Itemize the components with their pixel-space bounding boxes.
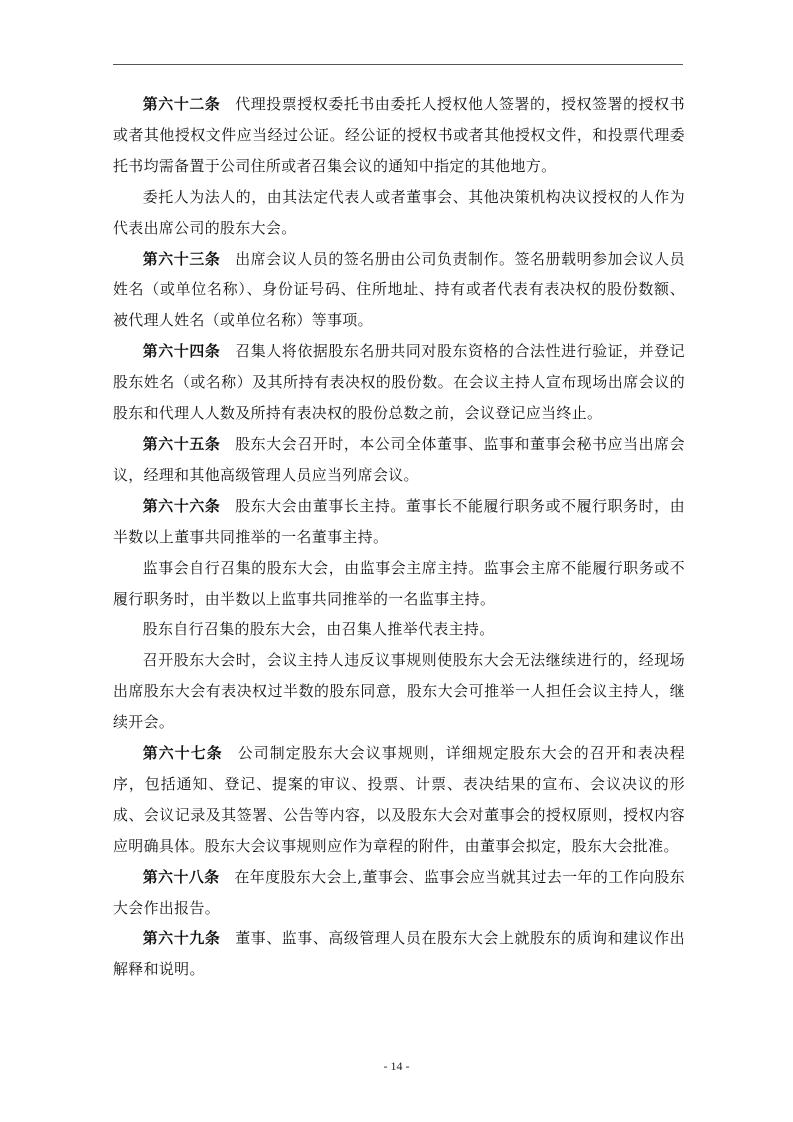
- article-number: 第六十三条: [142, 249, 221, 268]
- header-rule: [113, 64, 683, 65]
- article-66: [113, 491, 685, 553]
- article-number: 第六十八条: [142, 867, 220, 886]
- article-text: 公司制定股东大会议事规则，详细规定股东大会的召开和表决程序，包括通知、登记、提案的审议、投票、计票、表决结果的宣布、会议决议的形成、会议记录及其签署、公告等内容，以及股东大会对董事会的授权原则，授权内容应明确具体。股东大会议事规则应作为章程的附件，由董事会拟定，股东大会批准。: [113, 744, 685, 855]
- article-number: 第六十七条: [142, 744, 223, 763]
- article-65: [113, 429, 685, 491]
- article-67: [113, 738, 685, 862]
- article-text: 股东大会召开时，本公司全体董事、监事和董事会秘书应当出席会议，经理和其他高级管理人员应当列席会议。: [113, 434, 685, 484]
- article-text: 董事、监事、高级管理人员在股东大会上就股东的质询和建议作出解释和说明。: [113, 929, 685, 979]
- article-text: 代理投票授权委托书由委托人授权他人签署的，授权签署的授权书或者其他授权文件应当经过公证。经公证的授权书或者其他授权文件，和投票代理委托书均需备置于公司住所或者召集会议的通知中指定的其他地方。: [113, 95, 685, 175]
- article-number: 第六十四条: [142, 342, 221, 361]
- article-62: [113, 89, 685, 182]
- page-number: - 14 -: [383, 1059, 410, 1073]
- article-66-paragraph: 股东自行召集的股东大会，由召集人推举代表主持。: [142, 620, 495, 639]
- article-62-paragraph: 委托人为法人的，由其法定代表人或者董事会、其他决策机构决议授权的人作为代表出席公司的股东大会。: [113, 187, 685, 237]
- article-64: [113, 336, 685, 429]
- article-text: 在年度股东大会上,董事会、监事会应当就其过去一年的工作向股东大会作出报告。: [113, 867, 685, 917]
- article-66-paragraph: 监事会自行召集的股东大会，由监事会主席主持。监事会主席不能履行职务或不履行职务时，由半数以上监事共同推举的一名监事主持。: [113, 558, 685, 608]
- article-number: 第六十九条: [142, 929, 221, 948]
- article-text: 股东大会由董事长主持。董事长不能履行职务或不履行职务时，由半数以上董事共同推举的一名董事主持。: [113, 496, 685, 546]
- document-body: [113, 89, 685, 985]
- article-text: 召集人将依据股东名册共同对股东资格的合法性进行验证，并登记股东姓名（或名称）及其所持有表决权的股份数。在会议主持人宣布现场出席会议的股东和代理人人数及所持有表决权的股份总数之前，会议登记应当终止。: [113, 342, 685, 423]
- article-number: 第六十六条: [142, 496, 221, 515]
- article-number: 第六十五条: [142, 434, 221, 453]
- article-69: [113, 923, 685, 985]
- article-63: [113, 244, 685, 337]
- article-66-paragraph: 召开股东大会时，会议主持人违反议事规则使股东大会无法继续进行的，经现场出席股东大会有表决权过半数的股东同意，股东大会可推举一人担任会议主持人，继续开会。: [113, 651, 685, 732]
- article-text: 出席会议人员的签名册由公司负责制作。签名册载明参加会议人员姓名（或单位名称）、身份证号码、住所地址、持有或者代表有表决权的股份数额、被代理人姓名（或单位名称）等事项。: [113, 249, 685, 330]
- article-68: [113, 862, 685, 924]
- article-number: 第六十二条: [142, 95, 221, 113]
